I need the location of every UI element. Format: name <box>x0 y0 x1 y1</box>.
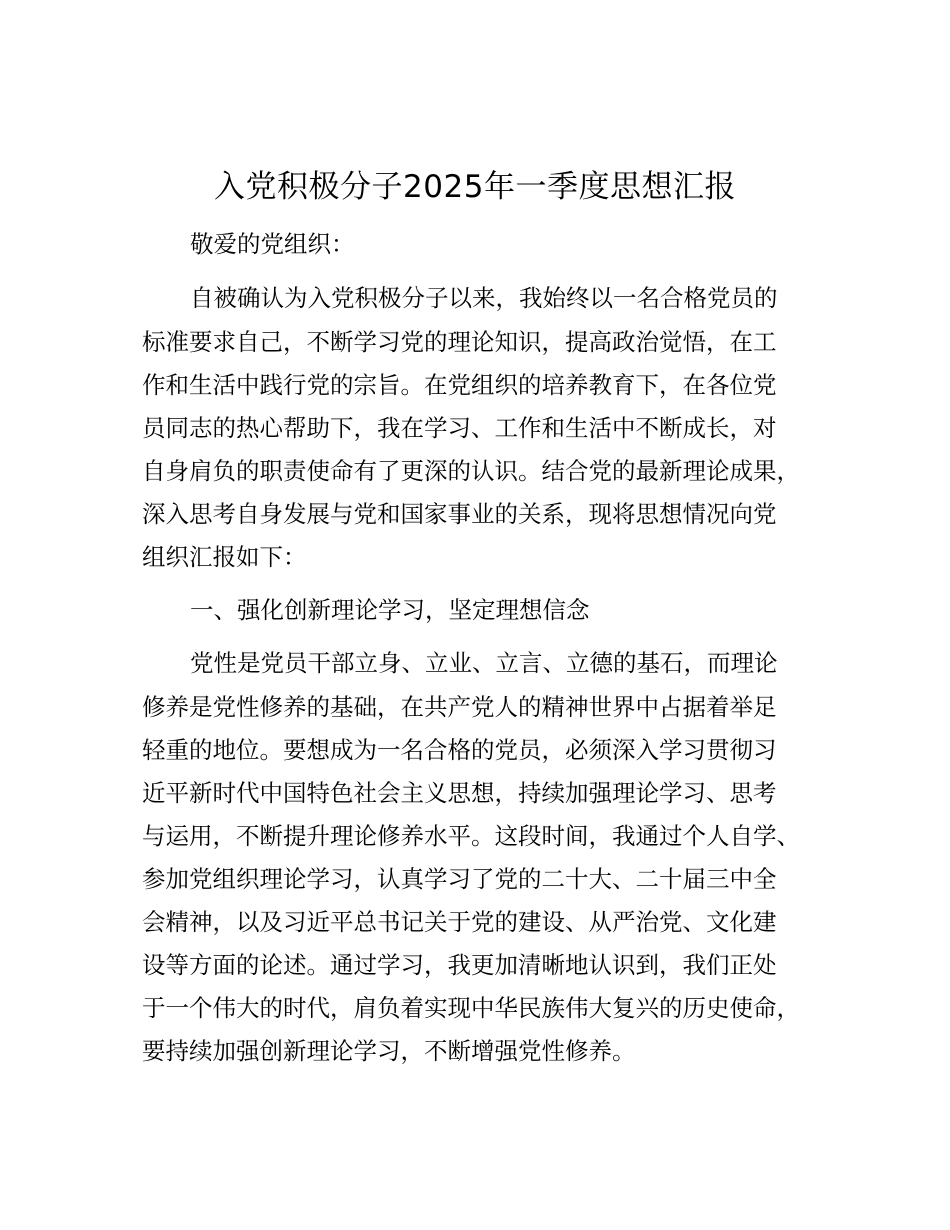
paragraph-line: 修养是党性修养的基础，在共产党人的精神世界中占据着举足 <box>142 693 777 721</box>
paragraph-line: 于一个伟大的时代，肩负着实现中华民族伟大复兴的历史使命， <box>142 994 800 1022</box>
paragraph-line: 员同志的热心帮助下，我在学习、工作和生活中不断成长，对 <box>142 414 777 442</box>
document-title: 入党积极分子2025年一季度思想汇报 <box>214 169 736 205</box>
paragraph-line: 标准要求自己，不断学习党的理论知识，提高政治觉悟，在工 <box>142 328 777 356</box>
salutation: 敬爱的党组织： <box>190 230 355 258</box>
paragraph-line: 自被确认为入党积极分子以来，我始终以一名合格党员的 <box>190 284 778 312</box>
paragraph-line: 参加党组织理论学习，认真学习了党的二十大、二十届三中全 <box>142 865 777 893</box>
paragraph-line: 与运用，不断提升理论修养水平。这段时间，我通过个人自学、 <box>142 822 800 850</box>
paragraph-line: 深入思考自身发展与党和国家事业的关系，现将思想情况向党 <box>142 500 777 528</box>
paragraph-line: 党性是党员干部立身、立业、立言、立德的基石，而理论 <box>190 649 778 677</box>
paragraph-line: 会精神，以及习近平总书记关于党的建设、从严治党、文化建 <box>142 908 777 936</box>
paragraph-line: 轻重的地位。要想成为一名合格的党员，必须深入学习贯彻习 <box>142 736 777 764</box>
paragraph-line: 组织汇报如下： <box>142 543 307 571</box>
paragraph-line: 要持续加强创新理论学习，不断增强党性修养。 <box>142 1037 636 1065</box>
paragraph-line: 作和生活中践行党的宗旨。在党组织的培养教育下，在各位党 <box>142 371 777 399</box>
paragraph-line: 设等方面的论述。通过学习，我更加清晰地认识到，我们正处 <box>142 951 777 979</box>
paragraph-line: 近平新时代中国特色社会主义思想，持续加强理论学习、思考 <box>142 779 777 807</box>
paragraph-line: 自身肩负的职责使命有了更深的认识。结合党的最新理论成果， <box>142 457 800 485</box>
section-heading: 一、强化创新理论学习，坚定理想信念 <box>190 596 590 624</box>
